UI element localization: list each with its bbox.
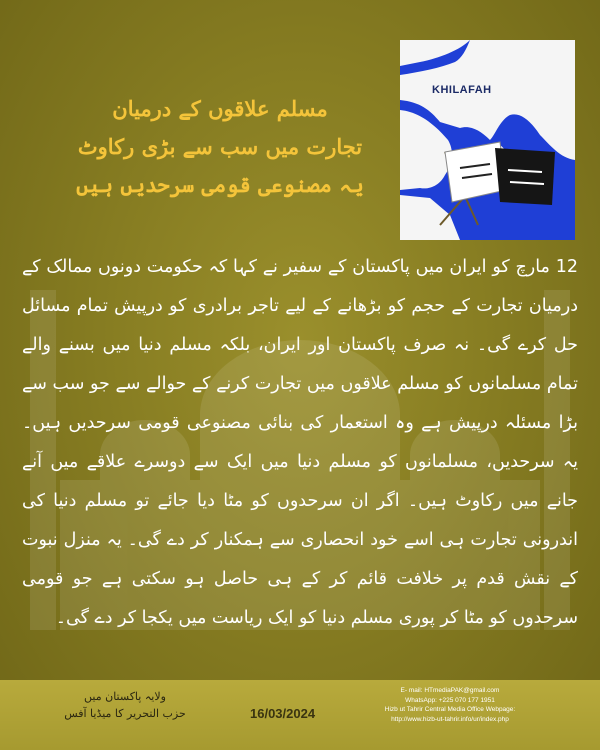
headline-line-2: تجارت میں سب سے بڑی رکاوٹ xyxy=(77,134,363,159)
map-label: KHILAFAH xyxy=(432,84,492,96)
footer-organization xyxy=(60,688,190,722)
article-body: 12 مارچ کو ایران میں پاکستان کے سفیر نے کہا کہ حکومت دونوں ممالک کے درمیان تجارت کے حجم کو بڑھانے کے لیے تاجر برادری کو درپیش تمام مسائل حل کرے گی۔ نہ صرف پاکستان اور ایران، بلکہ مسلم دنیا میں بسنے والے تمام مسلمانوں کو مسلم علاقوں میں تجارت کرنے کے حوالے سے جو سب سے بڑا مسئلہ درپیش ہے وہ استعمار کی بنائی مصنوعی قومی سرحدیں ہیں۔ یہ سرحدیں، مسلمانوں کو مسلم دنیا میں ایک سے دوسرے علاقے میں آنے جانے میں رکاوٹ ہیں۔ اگر ان سرحدوں کو مٹا دیا جائے تو مسلم دنیا کی اندرونی تجارت ہی اسے خود انحصاری سے ہمکنار کر دے گی۔ یہ منزل نبوت کے نقش قدم پر خلافت قائم کر کے ہی حاصل ہو سکتی ہے جو قومی سرحدوں کو مٹا کر پوری مسلم دنیا کو ایک ریاست میں یکجا کر دے گی۔ xyxy=(22,257,578,628)
map-illustration xyxy=(400,40,575,240)
footer-office-line: Hizb ut Tahrir Central Media Office Webpage: xyxy=(384,706,516,713)
footer-date: 16/03/2024 xyxy=(250,706,316,721)
footer-contacts xyxy=(365,686,535,724)
footer-website-link[interactable]: http://www.hizb-ut-tahrir.info/ur/index.php xyxy=(391,715,509,723)
footer-bar xyxy=(0,680,600,750)
headline-line-3: یہ مصنوعی قومی سرحدیں ہیں xyxy=(76,172,364,197)
footer-email[interactable]: E- mail: HTmediaPAK@gmail.com xyxy=(400,687,500,694)
black-flag xyxy=(495,148,555,205)
headline xyxy=(60,90,380,204)
footer-whatsapp: WhatsApp: +225 070 177 1951 xyxy=(405,696,495,704)
africa-landmass xyxy=(400,195,460,240)
khilafah-map-image xyxy=(400,40,575,240)
footer-org-line-2: حزب التحریر کا میڈیا آفس xyxy=(64,707,186,720)
headline-line-1: مسلم علاقوں کے درمیان xyxy=(112,96,328,121)
footer-org-line-1: ولایہ پاکستان میں xyxy=(84,690,166,703)
